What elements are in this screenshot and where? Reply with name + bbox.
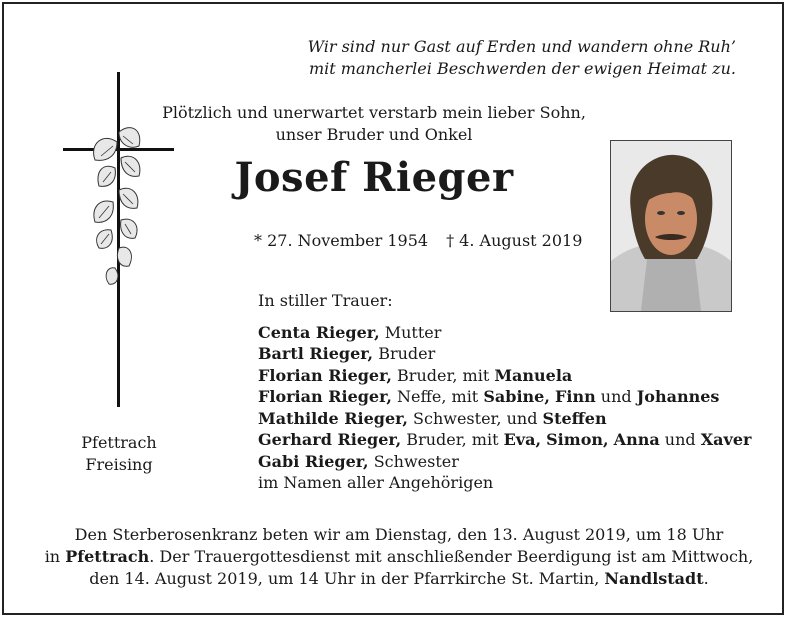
mourner-name: Gabi Rieger,: [258, 451, 369, 471]
mourners-lead: In stiller Trauer:: [258, 291, 393, 310]
service-text: . Der Trauergottesdienst mit anschließender Beerdigung ist am Mittwoch,: [149, 547, 754, 566]
mourner-name: Eva,: [503, 430, 542, 449]
mourner-name: Florian Rieger,: [258, 365, 392, 385]
mourner-relation: Bruder, mit: [391, 365, 495, 385]
intro-text: [154, 102, 594, 146]
service-line-1: Den Sterberosenkranz beten wir am Dienstag, den 13. August 2019, um 18 Uhr: [74, 525, 724, 544]
mourner-relation: Neffe, mit: [391, 387, 484, 406]
mourner-name: Manuela: [494, 365, 573, 385]
mourner-relation: Schwester: [368, 451, 459, 471]
service-info: [34, 524, 764, 590]
mourner-name: Sabine,: [483, 387, 550, 406]
mourner-row: [258, 386, 778, 408]
life-dates: [254, 231, 594, 250]
service-line-2: [34, 546, 764, 568]
death-date: † 4. August 2019: [446, 231, 583, 250]
mourner-relation: Bruder: [373, 344, 436, 363]
service-text: in: [44, 547, 66, 566]
service-line-3: [34, 568, 764, 590]
obituary-card: [2, 2, 784, 615]
mourner-row: [258, 322, 778, 344]
mourner-row: [258, 429, 778, 451]
mourner-relation: Bruder, mit: [401, 430, 504, 449]
mourner-name: Florian Rieger,: [258, 387, 392, 406]
mourner-name: Mathilde Rieger,: [258, 408, 408, 428]
portrait-illustration: [611, 141, 731, 311]
mourner-name: Anna: [613, 430, 660, 449]
place-line-1: Pfettrach: [81, 433, 157, 452]
intro-line-1: Plötzlich und unerwartet verstarb mein lieber Sohn,: [162, 103, 586, 122]
mourner-name: Xaver: [700, 430, 752, 449]
place-line-2: Freising: [85, 454, 153, 474]
service-text: den 14. August 2019, um 14 Uhr in der Pfarrkirche St. Martin,: [89, 569, 605, 588]
mourner-name: Finn: [555, 387, 596, 406]
mourner-name: Simon,: [546, 430, 609, 449]
mourners-list: [258, 290, 778, 494]
mourner-name: Steffen: [542, 408, 607, 428]
deceased-name: Josef Rieger: [234, 154, 514, 201]
service-place: Nandlstadt: [604, 569, 704, 588]
intro-line-2: unser Bruder und Onkel: [275, 125, 473, 144]
mourner-separator: und: [659, 430, 701, 449]
motto-line-2: mit mancherlei Beschwerden der ewigen Heimat zu.: [308, 59, 736, 78]
mourner-name: Gerhard Rieger,: [258, 430, 402, 449]
places: [64, 432, 174, 475]
motto-verse: [216, 36, 736, 80]
mourner-row: [258, 451, 778, 473]
service-text: .: [703, 569, 709, 588]
motto-line-1: Wir sind nur Gast auf Erden und wandern ohne Ruh’: [307, 37, 736, 56]
mourner-row: [258, 343, 778, 365]
birth-date: * 27. November 1954: [254, 231, 429, 250]
mourner-row: [258, 365, 778, 387]
mourner-relation: Schwester, und: [407, 408, 543, 428]
mourner-relation: Mutter: [379, 322, 442, 342]
service-place: Pfettrach: [65, 547, 150, 566]
mourner-separator: und: [595, 387, 637, 406]
portrait-photo: [610, 140, 732, 312]
mourner-row: [258, 408, 778, 430]
mourner-name: Centa Rieger,: [258, 322, 380, 342]
mourners-closing: im Namen aller Angehörigen: [258, 473, 494, 492]
mourner-name: Bartl Rieger,: [258, 344, 374, 363]
mourner-name: Johannes: [636, 387, 720, 406]
